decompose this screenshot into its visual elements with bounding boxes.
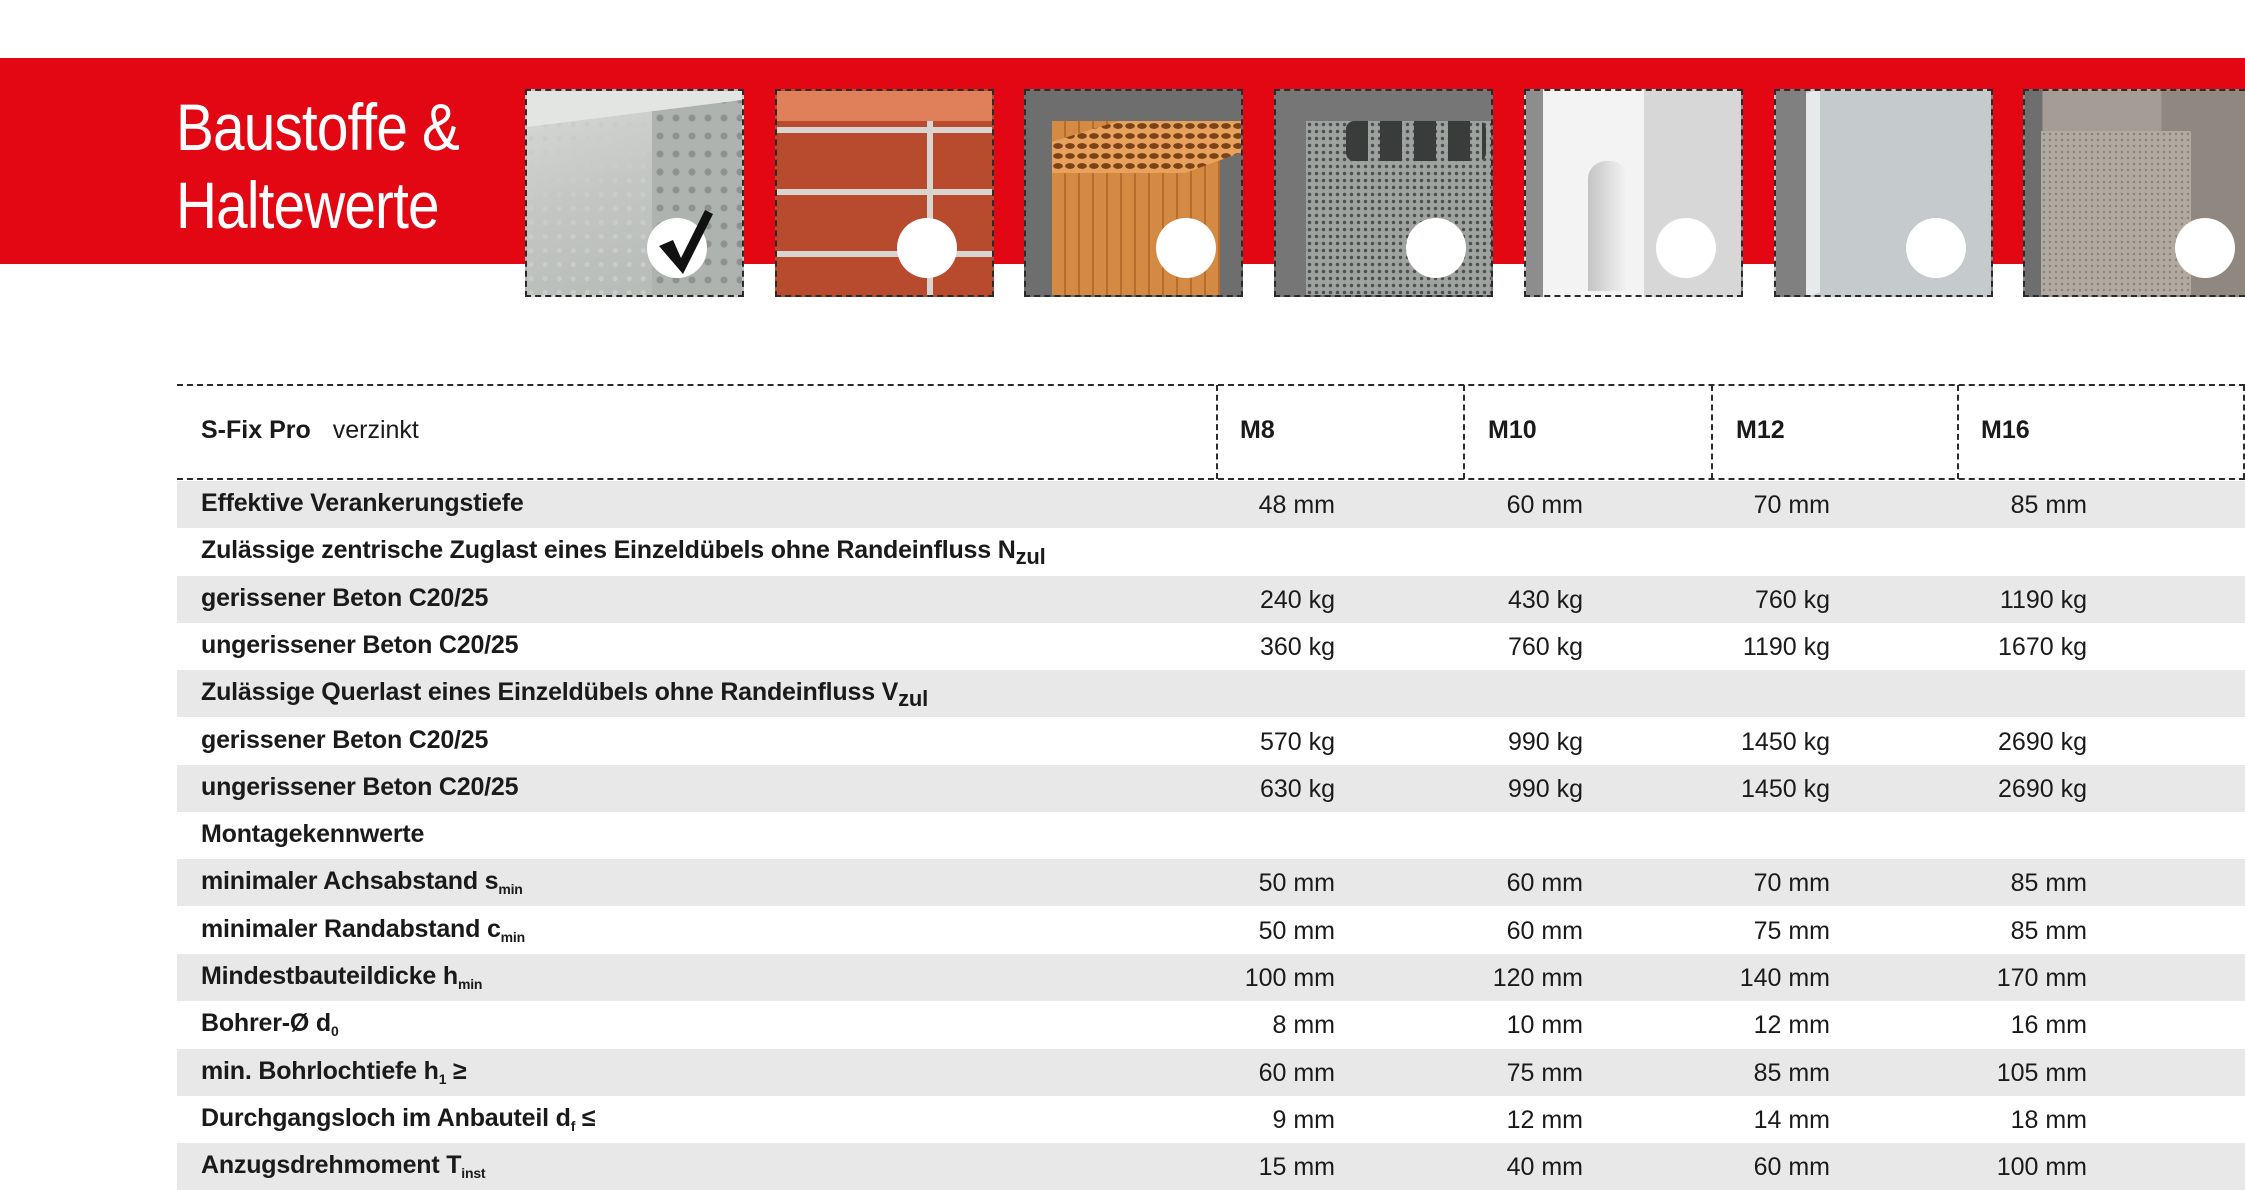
cell-m12: 70 mm — [1753, 491, 1830, 519]
table-row — [177, 481, 2245, 528]
cell-m8: 630 kg — [1259, 774, 1335, 803]
row-label: minimaler Achsabstand $s_{min}$ — [201, 867, 523, 898]
checkmark-icon — [655, 206, 715, 278]
product-header — [201, 416, 419, 445]
cell-m16: 85 mm — [2010, 869, 2087, 898]
cell-m12: 14 mm — [1753, 1105, 1830, 1134]
cell-m8: 240 kg — [1259, 585, 1335, 614]
table-row — [177, 907, 2245, 954]
cell-m10: 40 mm — [1506, 1153, 1583, 1182]
material-tile-gips[interactable] — [1524, 89, 1743, 297]
cell-m16: 18 mm — [2010, 1105, 2087, 1134]
page-title — [176, 88, 459, 244]
row-label: Montagekennwerte — [201, 820, 425, 849]
cell-m8: 570 kg — [1259, 727, 1335, 756]
table-row — [177, 954, 2245, 1001]
selection-circle — [897, 218, 957, 278]
row-label: gerissener Beton C20/25 — [201, 725, 489, 754]
product-name: S-Fix Pro — [201, 416, 311, 444]
selection-circle — [1406, 218, 1466, 278]
table-row — [177, 1143, 2245, 1190]
column-header-m10: M10 — [1488, 416, 1537, 444]
table-row — [177, 528, 2245, 575]
row-label: Durchgangsloch im Anbauteil $d_f$ ≤ — [201, 1103, 596, 1134]
cell-m12: 140 mm — [1739, 964, 1830, 992]
cell-m16: 85 mm — [2010, 491, 2087, 519]
column-divider — [1463, 385, 1465, 479]
material-tile-ziegel[interactable] — [1024, 89, 1243, 297]
selection-circle — [1156, 218, 1216, 278]
selection-circle — [2175, 218, 2235, 278]
cell-m8: 50 mm — [1258, 916, 1335, 945]
table-header-divider — [177, 478, 2245, 480]
column-divider — [1957, 385, 1959, 479]
cell-m12: 85 mm — [1753, 1058, 1830, 1087]
cell-m8: 15 mm — [1258, 1153, 1335, 1182]
cell-m10: 990 kg — [1507, 727, 1583, 756]
table-row — [177, 1096, 2245, 1143]
material-tile-beton[interactable] — [525, 89, 744, 297]
cell-m12: 60 mm — [1753, 1153, 1830, 1182]
row-label: minimaler Randabstand $c_{min}$ — [201, 914, 525, 945]
cell-m12: 1450 kg — [1741, 774, 1830, 803]
column-divider — [1216, 385, 1218, 479]
row-label: ungerissener Beton C20/25 — [201, 630, 519, 659]
cell-m16: 85 mm — [2010, 916, 2087, 945]
cell-m8: 50 mm — [1258, 869, 1335, 898]
cell-m10: 760 kg — [1507, 632, 1583, 661]
cell-m8: 100 mm — [1244, 964, 1335, 992]
material-tile-brick[interactable] — [775, 89, 994, 297]
row-label: gerissener Beton C20/25 — [201, 583, 489, 612]
cell-m16: 2690 kg — [1998, 727, 2087, 756]
column-header-m8: M8 — [1240, 416, 1275, 444]
table-row — [177, 812, 2245, 859]
product-finish: verzinkt — [332, 416, 419, 444]
row-label: ungerissener Beton C20/25 — [201, 772, 519, 801]
row-label: Bohrer-Ø $d_0$ — [201, 1009, 339, 1040]
cell-m12: 75 mm — [1753, 916, 1830, 945]
cell-m10: 990 kg — [1507, 774, 1583, 803]
table-row — [177, 1001, 2245, 1048]
table-row — [177, 623, 2245, 670]
column-divider — [1711, 385, 1713, 479]
cell-m8: 48 mm — [1258, 491, 1335, 519]
cell-m8: 360 kg — [1259, 632, 1335, 661]
table-row — [177, 1049, 2245, 1096]
row-label: Mindestbauteildicke $h_{min}$ — [201, 962, 483, 992]
cell-m12: 1190 kg — [1742, 632, 1830, 661]
cell-m10: 430 kg — [1507, 585, 1583, 614]
row-label: Zulässige zentrische Zuglast eines Einzeldübels ohne Randeinfluss $N_{zul}$ — [201, 536, 1046, 570]
cell-m16: 105 mm — [1996, 1058, 2087, 1087]
cell-m10: 75 mm — [1506, 1058, 1583, 1087]
cell-m8: 60 mm — [1258, 1058, 1335, 1087]
row-label: Anzugsdrehmoment $T_{inst}$ — [201, 1151, 486, 1182]
cell-m10: 10 mm — [1506, 1011, 1583, 1040]
cell-m16: 2690 kg — [1998, 774, 2087, 803]
cell-m8: 9 mm — [1272, 1105, 1335, 1134]
table-row — [177, 765, 2245, 812]
cell-m12: 760 kg — [1754, 585, 1830, 614]
cell-m12: 1450 kg — [1741, 727, 1830, 756]
cell-m16: 170 mm — [1996, 964, 2087, 992]
material-tile-holz[interactable] — [2023, 89, 2245, 297]
table-row — [177, 718, 2245, 765]
cell-m16: 1670 kg — [1998, 632, 2087, 661]
cell-m10: 60 mm — [1506, 916, 1583, 945]
cell-m16: 100 mm — [1996, 1153, 2087, 1182]
table-row — [177, 859, 2245, 906]
cell-m10: 60 mm — [1506, 491, 1583, 519]
cell-m12: 12 mm — [1753, 1011, 1830, 1040]
cell-m16: 1190 kg — [1999, 585, 2087, 614]
title-line-1: Baustoffe & — [176, 90, 459, 164]
column-header-m12: M12 — [1736, 416, 1785, 444]
selection-circle — [1656, 218, 1716, 278]
table-row — [177, 670, 2245, 717]
title-line-2: Haltewerte — [176, 168, 439, 242]
material-tile-platte[interactable] — [1774, 89, 1993, 297]
column-header-m16: M16 — [1981, 416, 2030, 444]
selection-circle — [1906, 218, 1966, 278]
row-label: min. Bohrlochtiefe $h_1$ ≥ — [201, 1056, 467, 1087]
cell-m8: 8 mm — [1272, 1011, 1335, 1040]
cell-m10: 12 mm — [1506, 1105, 1583, 1134]
row-label: Effektive Verankerungstiefe — [201, 489, 524, 517]
row-label: Zulässige Querlast eines Einzeldübels ohne Randeinfluss $V_{zul}$ — [201, 678, 929, 712]
table-row — [177, 576, 2245, 623]
table-top-divider — [177, 384, 2245, 386]
cell-m10: 120 mm — [1492, 964, 1583, 992]
cell-m12: 70 mm — [1753, 869, 1830, 898]
cell-m16: 16 mm — [2010, 1011, 2087, 1040]
cell-m10: 60 mm — [1506, 869, 1583, 898]
material-tile-bims[interactable] — [1274, 89, 1493, 297]
